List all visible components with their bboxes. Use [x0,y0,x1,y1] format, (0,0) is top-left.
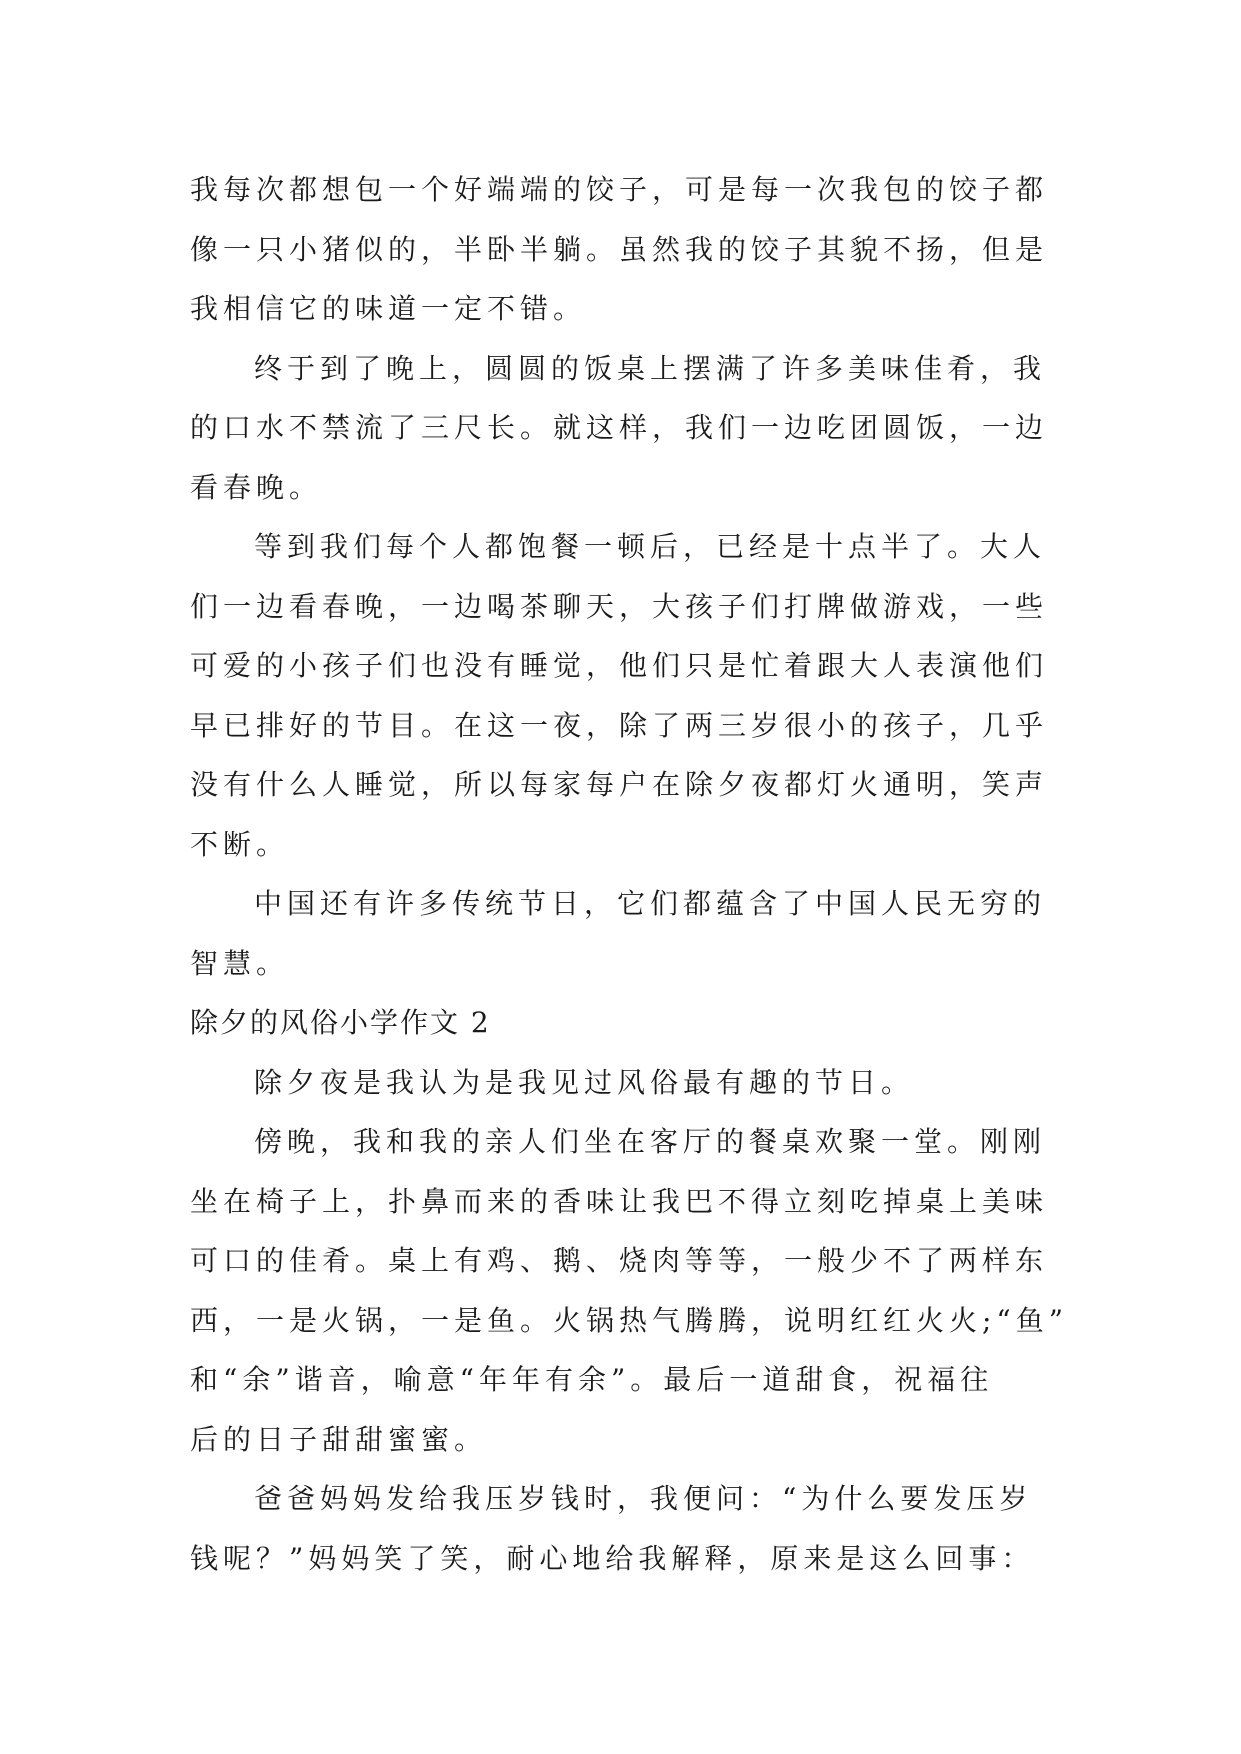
text-line: 终于到了晚上，圆圆的饭桌上摆满了许多美味佳肴，我 [254,351,1047,385]
text-line: 西，一是火锅，一是鱼。火锅热气腾腾，说明红红火火;“鱼” [190,1303,1069,1337]
text-line: 除夕夜是我认为是我见过风俗最有趣的节日。 [254,1065,915,1099]
text-line: 早已排好的节目。在这一夜，除了两三岁很小的孩子，几乎 [190,708,1049,742]
text-line: 的口水不禁流了三尺长。就这样，我们一边吃团圆饭，一边 [190,411,1049,444]
text-line: 和“余”谐音，喻意“年年有余”。最后一道甜食，祝福往 [190,1363,994,1396]
text-line: 中国还有许多传统节日，它们都蕴含了中国人民无穷的 [254,887,1047,920]
text-line: 等到我们每个人都饱餐一顿后，已经是十点半了。大人 [254,530,1047,563]
text-line: 我相信它的味道一定不错。 [190,292,587,325]
text-line: 像一只小猪似的，半卧半躺。虽然我的饺子其貌不扬，但是 [190,232,1049,266]
text-line: 我每次都想包一个好端端的饺子，可是每一次我包的饺子都 [190,173,1049,206]
text-line: 没有什么人睡觉，所以每家每户在除夕夜都灯火通明，笑声 [190,768,1049,801]
text-line: 可口的佳肴。桌上有鸡、鹅、烧肉等等，一般少不了两样东 [190,1244,1049,1277]
text-line: 傍晚，我和我的亲人们坐在客厅的餐桌欢聚一堂。刚刚 [254,1125,1047,1158]
text-line: 爸爸妈妈发给我压岁钱时，我便问：“为什么要发压岁 [254,1482,1033,1515]
text-line: 智慧。 [190,946,290,980]
document-body [190,160,1069,1588]
text-line: 看春晚。 [190,470,323,504]
text-line: 可爱的小孩子们也没有睡觉，他们只是忙着跟大人表演他们 [190,649,1049,682]
text-line: 后的日子甜甜蜜蜜。 [190,1422,488,1456]
section-heading: 除夕的风俗小学作文 2 [190,1006,491,1039]
text-line: 钱呢？”妈妈笑了笑，耐心地给我解释，原来是这么回事： [190,1541,1035,1575]
text-line: 们一边看春晚，一边喝茶聊天，大孩子们打牌做游戏，一些 [190,589,1049,623]
text-line: 不断。 [190,827,290,861]
text-line: 坐在椅子上，扑鼻而来的香味让我巴不得立刻吃掉桌上美味 [190,1184,1049,1218]
